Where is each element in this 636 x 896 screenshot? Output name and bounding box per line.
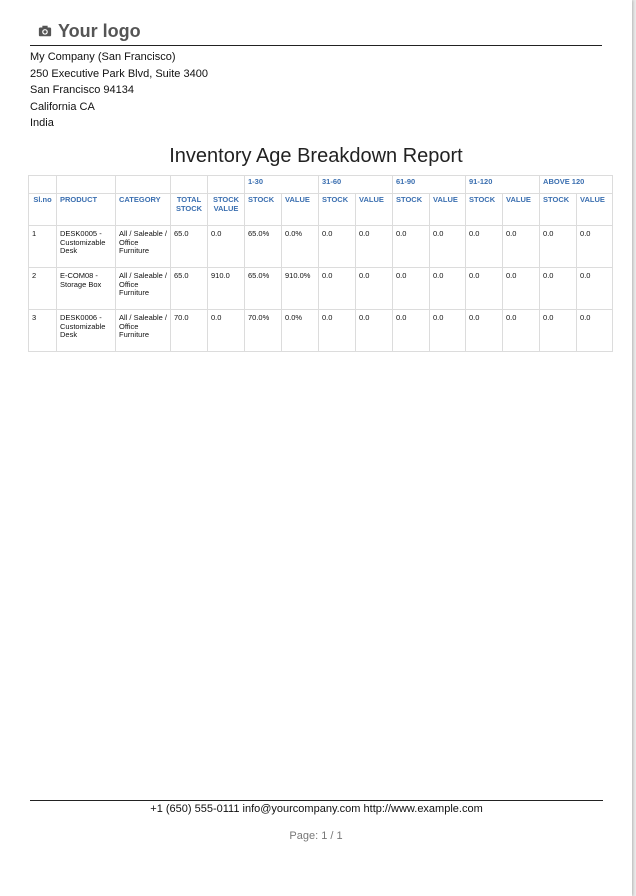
table-cell: 0.0 xyxy=(393,226,430,268)
table-cell: 0.0 xyxy=(356,268,393,310)
table-cell: 65.0% xyxy=(245,268,282,310)
column-header-row xyxy=(29,194,613,226)
address-line: California CA xyxy=(30,100,95,113)
table-cell: 910.0 xyxy=(208,268,245,310)
table-cell: 0.0 xyxy=(208,310,245,352)
table-cell: 0.0 xyxy=(577,310,613,352)
table-cell: 0.0 xyxy=(393,310,430,352)
table-row xyxy=(29,226,613,268)
table-cell: DESK0005 - Customizable Desk xyxy=(57,226,116,268)
table-cell: 0.0 xyxy=(540,310,577,352)
table-cell: 0.0 xyxy=(319,226,356,268)
column-header: STOCK xyxy=(393,194,430,226)
empty-header xyxy=(171,176,208,194)
column-header: CATEGORY xyxy=(116,194,171,226)
table-cell: 0.0 xyxy=(503,226,540,268)
address-line: San Francisco 94134 xyxy=(30,84,134,97)
empty-header xyxy=(208,176,245,194)
address-line: India xyxy=(30,117,54,130)
company-logo xyxy=(30,18,602,46)
table-cell: All / Saleable / Office Furniture xyxy=(116,268,171,310)
table-cell: 0.0 xyxy=(540,268,577,310)
column-header: TOTAL STOCK xyxy=(171,194,208,226)
table-cell: 0.0% xyxy=(282,226,319,268)
age-group-row xyxy=(29,176,613,194)
age-group-header: 1-30 xyxy=(245,176,319,194)
column-header: PRODUCT xyxy=(57,194,116,226)
table-cell: 0.0 xyxy=(356,226,393,268)
table-cell: 70.0% xyxy=(245,310,282,352)
empty-header xyxy=(57,176,116,194)
table-cell: 65.0 xyxy=(171,226,208,268)
age-group-header: 61-90 xyxy=(393,176,466,194)
column-header: VALUE xyxy=(577,194,613,226)
logo-text: Your logo xyxy=(58,20,141,41)
column-header: STOCK xyxy=(540,194,577,226)
table-cell: 0.0 xyxy=(208,226,245,268)
table-cell: 0.0 xyxy=(430,268,466,310)
column-header: STOCK xyxy=(245,194,282,226)
table-cell: 0.0 xyxy=(466,310,503,352)
table-cell: All / Saleable / Office Furniture xyxy=(116,226,171,268)
table-cell: 0.0 xyxy=(356,310,393,352)
table-cell: 0.0 xyxy=(503,310,540,352)
empty-header xyxy=(116,176,171,194)
table-cell: 0.0 xyxy=(503,268,540,310)
table-cell: 0.0 xyxy=(577,268,613,310)
age-group-header: ABOVE 120 xyxy=(540,176,613,194)
company-header xyxy=(30,18,602,132)
table-cell: 0.0 xyxy=(319,268,356,310)
table-cell: 0.0 xyxy=(466,268,503,310)
table-cell: All / Saleable / Office Furniture xyxy=(116,310,171,352)
table-cell: E-COM08 - Storage Box xyxy=(57,268,116,310)
table-cell: 0.0% xyxy=(282,310,319,352)
report-body xyxy=(29,226,613,352)
table-cell: 0.0 xyxy=(393,268,430,310)
footer-contact: +1 (650) 555-0111 info@yourcompany.com http://www.example.com xyxy=(30,800,603,815)
address-line: 250 Executive Park Blvd, Suite 3400 xyxy=(30,67,208,80)
column-header: STOCK VALUE xyxy=(208,194,245,226)
table-cell: 1 xyxy=(29,226,57,268)
table-row xyxy=(29,310,613,352)
table-cell: 0.0 xyxy=(577,226,613,268)
table-cell: 2 xyxy=(29,268,57,310)
table-row xyxy=(29,268,613,310)
camera-icon xyxy=(38,24,52,38)
age-group-header: 31-60 xyxy=(319,176,393,194)
company-address xyxy=(30,49,602,132)
table-cell: 0.0 xyxy=(319,310,356,352)
table-cell: 65.0 xyxy=(171,268,208,310)
column-header: STOCK xyxy=(466,194,503,226)
age-group-header: 91-120 xyxy=(466,176,540,194)
table-cell: 0.0 xyxy=(430,226,466,268)
table-cell: DESK0006 - Customizable Desk xyxy=(57,310,116,352)
report-table xyxy=(28,175,613,352)
table-cell: 3 xyxy=(29,310,57,352)
table-cell: 0.0 xyxy=(466,226,503,268)
column-header: VALUE xyxy=(282,194,319,226)
column-header: Sl.no xyxy=(29,194,57,226)
column-header: VALUE xyxy=(430,194,466,226)
page-number: Page: 1 / 1 xyxy=(289,830,343,842)
column-header: VALUE xyxy=(503,194,540,226)
table-cell: 0.0 xyxy=(540,226,577,268)
empty-header xyxy=(29,176,57,194)
report-title: Inventory Age Breakdown Report xyxy=(169,145,463,167)
column-header: STOCK xyxy=(319,194,356,226)
address-line: My Company (San Francisco) xyxy=(30,51,176,63)
table-cell: 910.0% xyxy=(282,268,319,310)
table-cell: 70.0 xyxy=(171,310,208,352)
table-cell: 65.0% xyxy=(245,226,282,268)
column-header: VALUE xyxy=(356,194,393,226)
table-cell: 0.0 xyxy=(430,310,466,352)
